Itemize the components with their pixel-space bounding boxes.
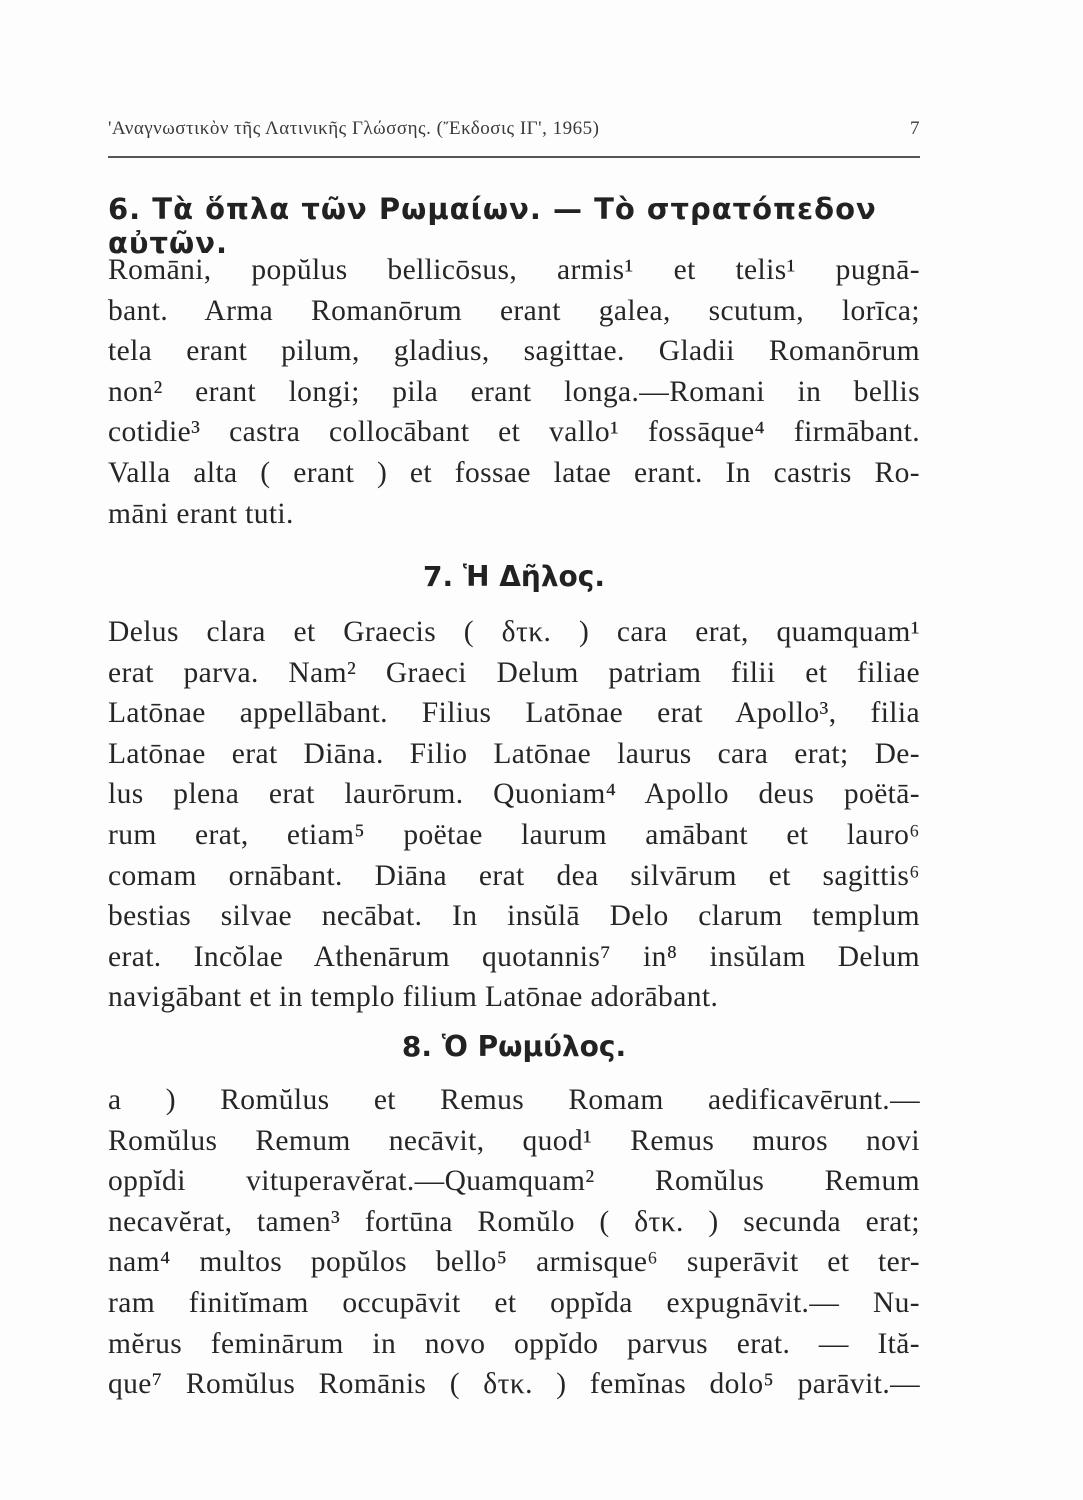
text-line: rum erat, etiam⁵ poëtae laurum amābant et lauro⁶ [108, 818, 920, 851]
text-line: Latōnae appellābant. Filius Latōnae erat Apollo³, filia [108, 697, 920, 730]
section-title-7: 7. Ἡ Δῆλος. [422, 560, 606, 593]
section-body-7 [108, 612, 920, 1018]
header-rule [108, 156, 920, 158]
running-header [108, 118, 920, 140]
section-title-6: 6. Τὰ ὅπλα τῶν Ρωμαίων. — Τὸ στρατόπεδον αὐτῶν. [108, 192, 877, 260]
text-line: Romŭlus Remum necāvit, quod¹ Remus muros novi [108, 1124, 920, 1157]
text-line: necavĕrat, tamen³ fortūna Romŭlo ( δτκ. ) secunda erat; [108, 1205, 920, 1238]
text-line: comam ornābant. Diāna erat dea silvārum et sagittis⁶ [108, 859, 920, 892]
text-line: erat. Incŏlae Athenārum quotannis⁷ in⁸ insŭlam Delum [108, 940, 920, 973]
text-line: erat parva. Nam² Graeci Delum patriam filii et filiae [108, 656, 920, 689]
text-line: nam⁴ multos popŭlos bello⁵ armisque⁶ superāvit et ter- [108, 1246, 920, 1279]
text-line: māni erant tuti. [108, 497, 294, 530]
text-line: a ) Romŭlus et Remus Romam aedificavērunt.— [108, 1084, 920, 1116]
text-line: Valla alta ( erant ) et fossae latae erant. In castris Ro- [108, 456, 920, 489]
text-line: tela erant pilum, gladius, sagittae. Gladii Romanōrum [108, 335, 920, 368]
text-line: bestias silvae necābat. In insŭlā Delo clarum templum [108, 900, 920, 933]
text-line: navigābant et in templo filium Latōnae adorābant. [108, 981, 719, 1014]
text-line: Romāni, popŭlus bellicōsus, armis¹ et telis¹ pugnā- [108, 254, 920, 286]
text-line: non² erant longi; pila erant longa.—Romani in bellis [108, 375, 920, 408]
text-line: que⁷ Romŭlus Romānis ( δτκ. ) femĭnas dolo⁵ parāvit.— [108, 1368, 920, 1401]
text-line: oppĭdi vituperavĕrat.—Quamquam² Romŭlus Remum [108, 1165, 920, 1198]
running-title: 'Αναγνωστικὸν τῆς Λατινικῆς Γλώσσης. (Ἔκδοσις ΙΓ', 1965) [108, 118, 600, 139]
text-line: lus plena erat laurōrum. Quoniam⁴ Apollo deus poëtā- [108, 778, 920, 811]
section-body-8 [108, 1080, 920, 1405]
text-line: cotidie³ castra collocābant et vallo¹ fossāque⁴ firmābant. [108, 416, 920, 449]
text-line: mĕrus feminārum in novo oppĭdo parvus erat. — Ită- [108, 1327, 920, 1360]
section-title-8: 8. Ὁ Ρωμύλος. [401, 1030, 627, 1063]
text-line: ram finitĭmam occupāvit et oppĭda expugnāvit.— Nu- [108, 1286, 920, 1319]
text-line: bant. Arma Romanōrum erant galea, scutum, lorīca; [108, 294, 920, 327]
section-body-6 [108, 250, 920, 534]
text-line: Delus clara et Graecis ( δτκ. ) cara erat, quamquam¹ [108, 616, 920, 648]
text-line: Latōnae erat Diāna. Filio Latōnae laurus cara erat; De- [108, 737, 920, 770]
page-number: 7 [910, 118, 920, 139]
